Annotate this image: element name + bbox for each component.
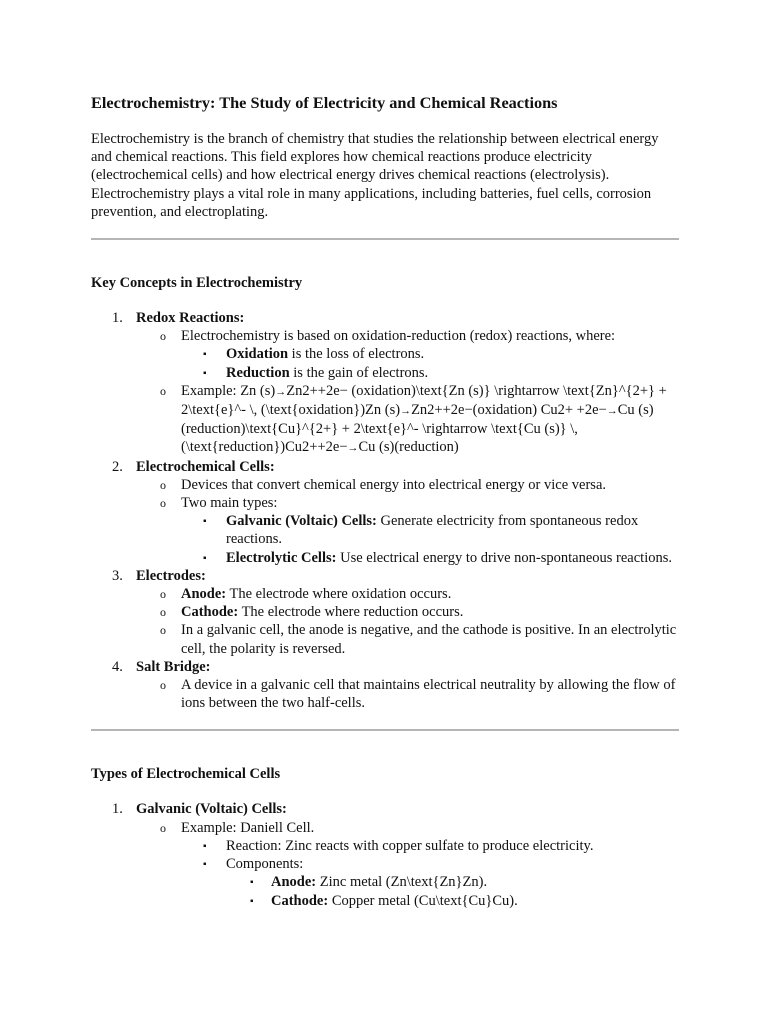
list-item xyxy=(181,512,681,548)
list-item-text: A device in a galvanic cell that maintains electrical neutrality by allowing the flow of ions between the two half-cells. xyxy=(181,677,676,712)
list-item-heading: Galvanic (Voltaic) Cells: xyxy=(136,801,287,818)
list-item xyxy=(91,800,681,909)
term: Oxidation xyxy=(226,346,289,363)
section-divider xyxy=(91,238,679,240)
list-item-text: In a galvanic cell, the anode is negative, and the cathode is positive. In an electrolytic cell, the polarity is reversed. xyxy=(181,622,677,657)
arrow-icon: → xyxy=(400,405,412,418)
definition: is the gain of electrons. xyxy=(289,364,429,381)
bullet-marker: o xyxy=(160,678,166,693)
term: Anode: xyxy=(181,586,227,603)
sub-list xyxy=(136,476,681,567)
key-concepts-list xyxy=(91,309,681,712)
list-item-text: Reaction: Zinc reacts with copper sulfate to produce electricity. xyxy=(226,837,594,854)
list-item xyxy=(91,309,681,458)
document-title: Electrochemistry: The Study of Electricity and Chemical Reactions xyxy=(91,93,558,112)
bullet-marker: ▪ xyxy=(203,516,207,528)
bullet-marker: ▪ xyxy=(203,367,207,379)
definition: Generate electricity from spontaneous redox reactions. xyxy=(226,513,639,548)
list-item xyxy=(136,382,681,458)
arrow-icon: → xyxy=(606,405,618,418)
list-item xyxy=(91,458,681,567)
intro-paragraph: Electrochemistry is the branch of chemistry that studies the relationship between electrical energy and chemical reactions. This field explores how chemical reactions produce electricity (electrochemical cells) and how electrical energy drives chemical reactions (electrolysis). Electrochemistry plays a vital role in many applications, including batteries, fuel cells, corrosion prevention, and electroplating. xyxy=(91,131,659,220)
list-item-text: Electrochemistry is based on oxidation-reduction (redox) reactions, where: xyxy=(181,328,616,345)
bullet-marker: o xyxy=(160,329,166,344)
term: Cathode: xyxy=(181,604,239,621)
list-item-text: Devices that convert chemical energy into electrical energy or vice versa. xyxy=(181,476,607,493)
example-part: Example: Zn (s) xyxy=(181,382,276,399)
list-item xyxy=(181,855,681,910)
list-item-heading: Electrodes: xyxy=(136,567,206,584)
bullet-marker: o xyxy=(160,623,166,638)
bullet-marker: o xyxy=(160,477,166,492)
list-item xyxy=(136,585,681,603)
types-list xyxy=(91,800,681,909)
sub-list xyxy=(136,585,681,658)
list-item-heading: Redox Reactions: xyxy=(136,310,245,327)
example-part: Cu (s)(reduction) xyxy=(358,439,459,456)
definition: Zinc metal (Zn\text{Zn}Zn). xyxy=(316,874,488,891)
term: Reduction xyxy=(226,364,290,381)
section-divider xyxy=(91,729,679,731)
example-part: Zn2++2e− (oxidation)\text{Zn (s)} \rightarrow \text{Zn}^{2+} + 2\text{e}^- \, (\text{oxidation})Zn (s) xyxy=(181,382,667,419)
bullet-marker: ▪ xyxy=(250,877,254,889)
list-number: 3. xyxy=(112,567,123,584)
bullet-marker: ▪ xyxy=(203,840,207,852)
list-number: 4. xyxy=(112,658,123,675)
arrow-icon: → xyxy=(347,442,359,455)
example-part: Cu (s) (reduction)\text{Cu}^{2+} + 2\text{e}^- \rightarrow \text{Cu (s)} \, (\text{reduction})Cu2++2e− xyxy=(181,402,654,456)
bullet-marker: ▪ xyxy=(203,859,207,871)
sub-list xyxy=(136,819,681,910)
definition: Copper metal (Cu\text{Cu}Cu). xyxy=(328,892,518,909)
list-item-text: Two main types: xyxy=(181,495,278,512)
sub-list xyxy=(136,327,681,457)
bullet-marker: o xyxy=(160,820,166,835)
list-item xyxy=(91,567,681,658)
list-item-text: Example: Daniell Cell. xyxy=(181,819,315,836)
example-text xyxy=(181,383,667,456)
bullet-marker: o xyxy=(160,496,166,511)
term: Anode: xyxy=(271,874,317,891)
list-item xyxy=(181,837,681,855)
bullet-marker: ▪ xyxy=(203,552,207,564)
term: Galvanic (Voltaic) Cells: xyxy=(226,513,377,530)
example-part: Zn2++2e−(oxidation) Cu2+ +2e− xyxy=(411,402,607,419)
list-item-heading: Electrochemical Cells: xyxy=(136,458,275,475)
section-heading-types: Types of Electrochemical Cells xyxy=(91,766,281,783)
sub-list xyxy=(226,873,681,909)
list-item-heading: Salt Bridge: xyxy=(136,658,211,675)
term: Electrolytic Cells: xyxy=(226,549,337,566)
document-page xyxy=(91,92,681,910)
definition: is the loss of electrons. xyxy=(288,346,425,363)
list-item xyxy=(136,494,681,567)
sub-list xyxy=(181,512,681,567)
definition: Use electrical energy to drive non-spontaneous reactions. xyxy=(336,549,673,566)
list-item xyxy=(136,603,681,621)
bullet-marker: o xyxy=(160,383,166,398)
list-number: 1. xyxy=(112,310,123,327)
bullet-marker: ▪ xyxy=(203,349,207,361)
bullet-marker: o xyxy=(160,605,166,620)
list-item xyxy=(226,873,681,891)
definition: The electrode where oxidation occurs. xyxy=(226,586,452,603)
section-heading-key-concepts: Key Concepts in Electrochemistry xyxy=(91,275,303,292)
list-item xyxy=(136,327,681,382)
arrow-icon: → xyxy=(275,385,287,398)
sub-list xyxy=(181,345,681,381)
list-item xyxy=(181,345,681,363)
list-item xyxy=(181,549,681,567)
bullet-marker: ▪ xyxy=(250,895,254,907)
list-item xyxy=(91,658,681,713)
definition: The electrode where reduction occurs. xyxy=(238,604,464,621)
list-item xyxy=(181,364,681,382)
list-item xyxy=(136,819,681,910)
list-number: 1. xyxy=(112,801,123,818)
list-item xyxy=(226,892,681,910)
sub-list xyxy=(136,676,681,712)
list-item xyxy=(136,476,681,494)
list-item xyxy=(136,676,681,712)
term: Cathode: xyxy=(271,892,329,909)
list-number: 2. xyxy=(112,458,123,475)
bullet-marker: o xyxy=(160,587,166,602)
list-item-text: Components: xyxy=(226,856,304,873)
list-item xyxy=(136,621,681,657)
sub-list xyxy=(181,837,681,910)
